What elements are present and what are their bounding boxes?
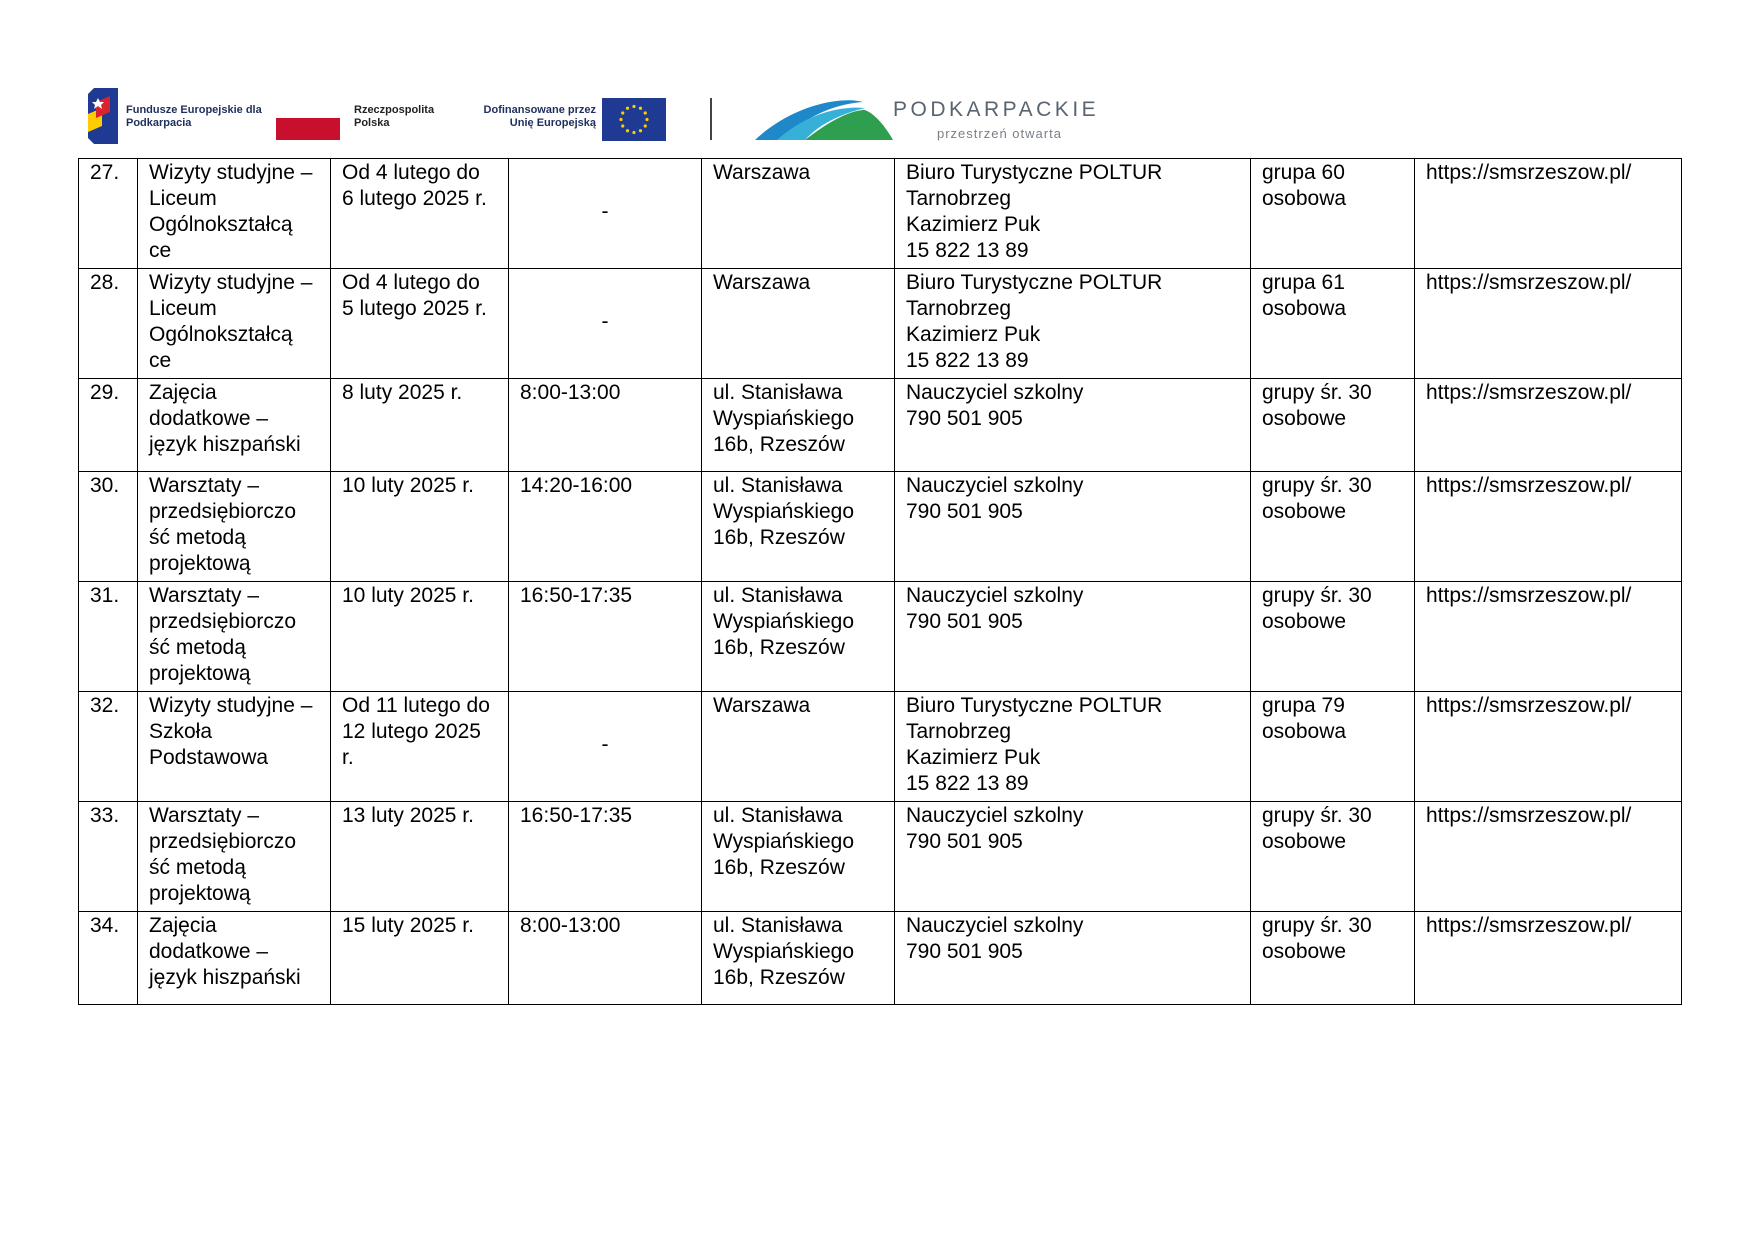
contact-line: Kazimierz Puk — [906, 213, 1041, 236]
eu-star-icon — [619, 118, 622, 121]
fundusze-line1: Fundusze Europejskie — [126, 104, 243, 116]
event-contact — [895, 379, 1251, 472]
eu-flag-icon — [602, 98, 666, 141]
contact-line: Nauczyciel szkolny — [906, 381, 1084, 404]
event-name: Wizyty studyjne – Liceum Ogólnokształcą ce — [138, 269, 331, 379]
unia-line1: Dofinansowane przez — [483, 104, 596, 116]
event-url: https://smsrzeszow.pl/ — [1415, 472, 1682, 582]
event-name: Warsztaty – przedsiębiorczo ść metodą projektową — [138, 472, 331, 582]
event-date: 8 luty 2025 r. — [331, 379, 509, 472]
table-row — [79, 582, 1682, 692]
row-number: 33. — [79, 802, 138, 912]
row-number: 27. — [79, 159, 138, 269]
podkarpackie-swoosh-icon — [753, 94, 903, 142]
table-row — [79, 269, 1682, 379]
group-size: grupa 60 osobowa — [1251, 159, 1415, 269]
event-place: ul. Stanisława Wyspiańskiego 16b, Rzeszów — [702, 582, 895, 692]
event-place: Warszawa — [702, 692, 895, 802]
event-place: ul. Stanisława Wyspiańskiego 16b, Rzeszów — [702, 912, 895, 1005]
eu-star-icon — [645, 118, 648, 121]
eu-star-icon — [626, 129, 629, 132]
logo-divider — [710, 98, 712, 140]
event-name: Warsztaty – przedsiębiorczo ść metodą projektową — [138, 582, 331, 692]
rzeczpospolita-line2: Polska — [354, 117, 390, 129]
row-number: 31. — [79, 582, 138, 692]
group-size: grupa 79 osobowa — [1251, 692, 1415, 802]
group-size: grupy śr. 30 osobowe — [1251, 912, 1415, 1005]
event-date: Od 4 lutego do 5 lutego 2025 r. — [331, 269, 509, 379]
contact-line: Kazimierz Puk — [906, 746, 1041, 769]
contact-line: Kazimierz Puk — [906, 323, 1041, 346]
unia-europejska-logo — [478, 88, 673, 144]
event-url: https://smsrzeszow.pl/ — [1415, 692, 1682, 802]
contact-line: Tarnobrzeg — [906, 187, 1012, 210]
contact-line: 790 501 905 — [906, 500, 1023, 523]
event-contact — [895, 472, 1251, 582]
contact-line: Tarnobrzeg — [906, 720, 1012, 743]
event-date: 10 luty 2025 r. — [331, 582, 509, 692]
contact-line: Biuro Turystyczne POLTUR — [906, 271, 1163, 294]
event-name: Wizyty studyjne – Liceum Ogólnokształcą ce — [138, 159, 331, 269]
event-place: ul. Stanisława Wyspiańskiego 16b, Rzeszów — [702, 802, 895, 912]
contact-line: Biuro Turystyczne POLTUR — [906, 161, 1163, 184]
unia-line2: Unię Europejską — [509, 117, 596, 129]
podkarpackie-title: PODKARPACKIE — [893, 98, 1100, 121]
group-size: grupy śr. 30 osobowe — [1251, 582, 1415, 692]
event-name: Zajęcia dodatkowe – język hiszpański — [138, 379, 331, 472]
event-time: 16:50-17:35 — [509, 582, 702, 692]
event-time: 8:00-13:00 — [509, 379, 702, 472]
schedule-table — [78, 158, 1682, 1005]
event-contact — [895, 912, 1251, 1005]
group-size: grupy śr. 30 osobowe — [1251, 802, 1415, 912]
event-date: 13 luty 2025 r. — [331, 802, 509, 912]
contact-line: Nauczyciel szkolny — [906, 804, 1084, 827]
group-size: grupa 61 osobowa — [1251, 269, 1415, 379]
event-url: https://smsrzeszow.pl/ — [1415, 379, 1682, 472]
table-row — [79, 912, 1682, 1005]
event-name: Warsztaty – przedsiębiorczo ść metodą projektową — [138, 802, 331, 912]
event-name: Zajęcia dodatkowe – język hiszpański — [138, 912, 331, 1005]
group-size: grupy śr. 30 osobowe — [1251, 472, 1415, 582]
podkarpackie-subtitle: przestrzeń otwarta — [937, 126, 1062, 141]
eu-star-icon — [644, 111, 647, 114]
table-row — [79, 692, 1682, 802]
rzeczpospolita-line1: Rzeczpospolita — [354, 104, 435, 116]
event-time: 14:20-16:00 — [509, 472, 702, 582]
row-number: 34. — [79, 912, 138, 1005]
eu-star-icon — [626, 107, 629, 110]
contact-line: Tarnobrzeg — [906, 297, 1012, 320]
row-number: 32. — [79, 692, 138, 802]
event-contact — [895, 802, 1251, 912]
event-time: - — [509, 159, 702, 269]
fundusze-line2: dla Podkarpacia — [126, 104, 262, 129]
event-contact — [895, 582, 1251, 692]
eu-star-icon — [639, 129, 642, 132]
table-row — [79, 159, 1682, 269]
event-date: 15 luty 2025 r. — [331, 912, 509, 1005]
eu-star-icon — [639, 107, 642, 110]
eu-star-icon — [644, 124, 647, 127]
event-url: https://smsrzeszow.pl/ — [1415, 582, 1682, 692]
event-time: - — [509, 692, 702, 802]
event-url: https://smsrzeszow.pl/ — [1415, 802, 1682, 912]
contact-line: 15 822 13 89 — [906, 772, 1029, 795]
event-url: https://smsrzeszow.pl/ — [1415, 912, 1682, 1005]
contact-line: Biuro Turystyczne POLTUR — [906, 694, 1163, 717]
event-place: Warszawa — [702, 159, 895, 269]
contact-line: Nauczyciel szkolny — [906, 914, 1084, 937]
contact-line: 15 822 13 89 — [906, 239, 1029, 262]
event-place: ul. Stanisława Wyspiańskiego 16b, Rzeszów — [702, 379, 895, 472]
event-url: https://smsrzeszow.pl/ — [1415, 269, 1682, 379]
eu-star-icon — [632, 131, 635, 134]
contact-line: Nauczyciel szkolny — [906, 474, 1084, 497]
eu-star-icon — [632, 105, 635, 108]
row-number: 30. — [79, 472, 138, 582]
rzeczpospolita-logo — [276, 88, 456, 144]
contact-line: 15 822 13 89 — [906, 349, 1029, 372]
contact-line: 790 501 905 — [906, 830, 1023, 853]
polish-flag-icon — [276, 118, 340, 140]
contact-line: Nauczyciel szkolny — [906, 584, 1084, 607]
event-time: 16:50-17:35 — [509, 802, 702, 912]
table-row — [79, 472, 1682, 582]
event-contact — [895, 692, 1251, 802]
event-place: ul. Stanisława Wyspiańskiego 16b, Rzeszów — [702, 472, 895, 582]
event-name: Wizyty studyjne – Szkoła Podstawowa — [138, 692, 331, 802]
fundusze-europejskie-logo — [88, 88, 268, 144]
event-contact — [895, 159, 1251, 269]
contact-line: 790 501 905 — [906, 407, 1023, 430]
event-date: 10 luty 2025 r. — [331, 472, 509, 582]
event-time: - — [509, 269, 702, 379]
event-contact — [895, 269, 1251, 379]
eu-star-icon — [621, 111, 624, 114]
event-url: https://smsrzeszow.pl/ — [1415, 159, 1682, 269]
row-number: 29. — [79, 379, 138, 472]
event-place: Warszawa — [702, 269, 895, 379]
eu-star-icon — [621, 124, 624, 127]
header-logos — [88, 88, 1128, 144]
row-number: 28. — [79, 269, 138, 379]
event-date: Od 4 lutego do 6 lutego 2025 r. — [331, 159, 509, 269]
table-row — [79, 802, 1682, 912]
contact-line: 790 501 905 — [906, 940, 1023, 963]
event-time: 8:00-13:00 — [509, 912, 702, 1005]
event-date: Od 11 lutego do 12 lutego 2025 r. — [331, 692, 509, 802]
fundusze-flag-icon — [88, 88, 118, 144]
table-row — [79, 379, 1682, 472]
group-size: grupy śr. 30 osobowe — [1251, 379, 1415, 472]
podkarpackie-logo — [753, 94, 1133, 144]
contact-line: 790 501 905 — [906, 610, 1023, 633]
